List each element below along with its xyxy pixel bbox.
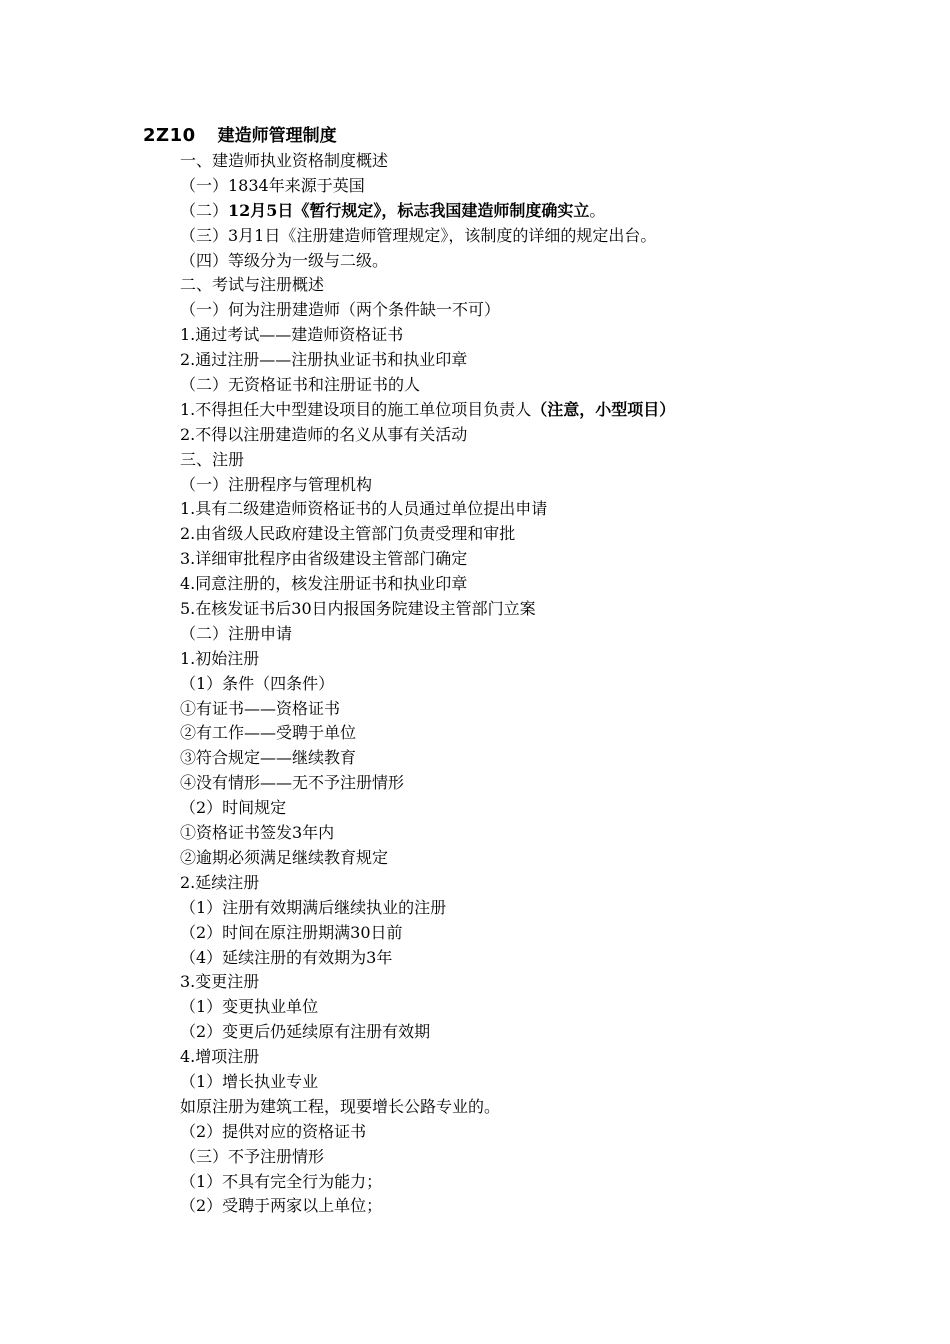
- text-line: 如原注册为建筑工程，现要增长公路专业的。: [180, 1096, 501, 1116]
- text-line: 3.变更注册: [180, 972, 260, 992]
- document-body: [180, 149, 880, 1219]
- section-title: [143, 124, 337, 148]
- text-line: （一）注册程序与管理机构: [180, 474, 373, 494]
- text-line: 二、考试与注册概述: [180, 275, 325, 295]
- text-line: （1）条件（四条件）: [180, 673, 335, 693]
- text-line: 4.增项注册: [180, 1047, 260, 1067]
- text-line: 三、注册: [180, 449, 245, 469]
- section-code: 2Z10: [143, 125, 196, 146]
- text-line: 5.在核发证书后30日内报国务院建设主管部门立案: [180, 599, 536, 619]
- text-line: （2）时间规定: [180, 798, 287, 818]
- text-line: （2）变更后仍延续原有注册有效期: [180, 1022, 431, 1042]
- text-line: 2.由省级人民政府建设主管部门负责受理和审批: [180, 524, 516, 544]
- text-line-prefix: （二）: [180, 200, 229, 220]
- text-line: ②逾期必须满足继续教育规定: [180, 847, 389, 867]
- text-line: （四）等级分为一级与二级。: [180, 250, 389, 270]
- text-line-suffix: 。: [589, 200, 606, 220]
- text-line: [180, 199, 880, 224]
- text-line: ①有证书——资格证书: [180, 698, 341, 718]
- text-line-prefix: 1.不得担任大中型建设项目的施工单位项目负责人: [180, 399, 532, 419]
- text-line: （2）时间在原注册期满30日前: [180, 922, 403, 942]
- text-line: （二）注册申请: [180, 623, 293, 643]
- text-line: （1）变更执业单位: [180, 997, 319, 1017]
- text-line: （1）增长执业专业: [180, 1071, 319, 1091]
- text-line: ②有工作——受聘于单位: [180, 723, 357, 743]
- text-line: [180, 398, 880, 423]
- text-line: （一）1834年来源于英国: [180, 175, 365, 195]
- text-line: （一）何为注册建造师（两个条件缺一不可）: [180, 300, 501, 320]
- text-line: （三）3月1日《注册建造师管理规定》，该制度的详细的规定出台。: [180, 225, 657, 245]
- emphasis-text: （注意，小型项目）: [531, 399, 676, 419]
- text-line: （2）受聘于两家以上单位；: [180, 1196, 383, 1216]
- text-line: 1.初始注册: [180, 648, 260, 668]
- text-line: （2）提供对应的资格证书: [180, 1121, 367, 1141]
- text-line: 4.同意注册的，核发注册证书和执业印章: [180, 574, 468, 594]
- text-line: （二）无资格证书和注册证书的人: [180, 375, 421, 395]
- text-line: 1.通过考试——建造师资格证书: [180, 325, 404, 345]
- text-line: 2.延续注册: [180, 872, 260, 892]
- text-line: （三）不予注册情形: [180, 1146, 325, 1166]
- text-line: ④没有情形——无不予注册情形: [180, 773, 405, 793]
- text-line: ①资格证书签发3年内: [180, 823, 335, 843]
- text-line: 2.不得以注册建造师的名义从事有关活动: [180, 424, 468, 444]
- text-line: ③符合规定——继续教育: [180, 748, 357, 768]
- text-line: 一、建造师执业资格制度概述: [180, 151, 389, 170]
- text-line: （1）注册有效期满后继续执业的注册: [180, 897, 447, 917]
- text-line: （4）延续注册的有效期为3年: [180, 947, 393, 967]
- text-line: 1.具有二级建造师资格证书的人员通过单位提出申请: [180, 499, 548, 519]
- text-line: （1）不具有完全行为能力；: [180, 1171, 383, 1191]
- text-line: 2.通过注册——注册执业证书和执业印章: [180, 350, 468, 370]
- emphasis-text: 12月5日《暂行规定》，标志我国建造师制度确实立: [228, 200, 590, 220]
- text-line: 3.详细审批程序由省级建设主管部门确定: [180, 549, 468, 569]
- section-title-text: 建造师管理制度: [217, 126, 337, 146]
